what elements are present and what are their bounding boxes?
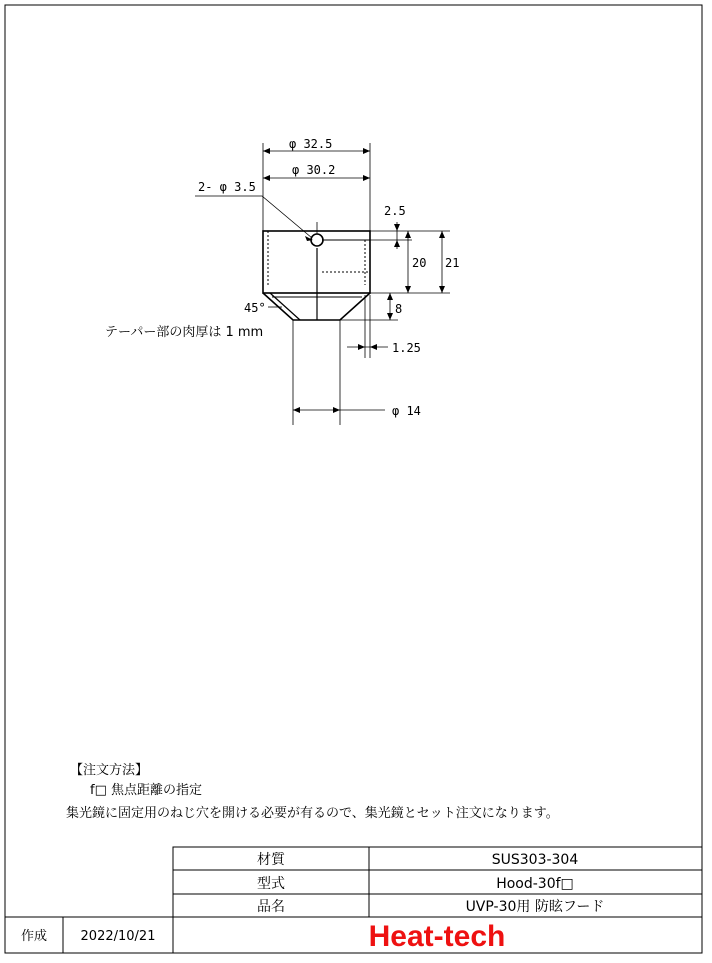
dim-taper-angle: 45° [244, 301, 266, 315]
order-notes-item-set: 集光鏡に固定用のねじ穴を開ける必要が有るので、集光鏡とセット注文になります。 [66, 806, 559, 821]
dim-body-height: 20 [412, 256, 427, 270]
model-label: 型式 [257, 876, 285, 892]
dim-total-height: 21 [445, 256, 460, 270]
material-label: 材質 [257, 852, 285, 868]
created-date: 2022/10/21 [80, 929, 156, 944]
dim-taper-height: 8 [395, 302, 403, 316]
created-label: 作成 [20, 929, 48, 944]
dim-wall-offset: 1.25 [392, 341, 421, 355]
part-outline [263, 222, 370, 320]
dim-outer-diameter: φ 32.5 [289, 137, 333, 151]
product-name-label: 品名 [257, 899, 285, 915]
product-name-value: UVP-30用 防眩フード [465, 899, 605, 915]
model-value: Hood-30f□ [496, 876, 574, 892]
dim-tip-diameter: φ 14 [392, 404, 421, 418]
taper-thickness-note: テーパー部の肉厚は 1 mm [105, 325, 264, 340]
order-notes-heading: 【注文方法】 [70, 763, 149, 778]
dim-hole-offset: 2.5 [384, 204, 406, 218]
order-notes-item-focal: f□ 焦点距離の指定 [90, 783, 202, 798]
dim-hole-callout: 2- φ 3.5 [198, 180, 256, 194]
material-value: SUS303-304 [491, 852, 579, 868]
dim-inner-diameter: φ 30.2 [292, 163, 336, 177]
dimension-arrows [263, 148, 445, 413]
brand-logo: Heat-tech [368, 920, 506, 953]
